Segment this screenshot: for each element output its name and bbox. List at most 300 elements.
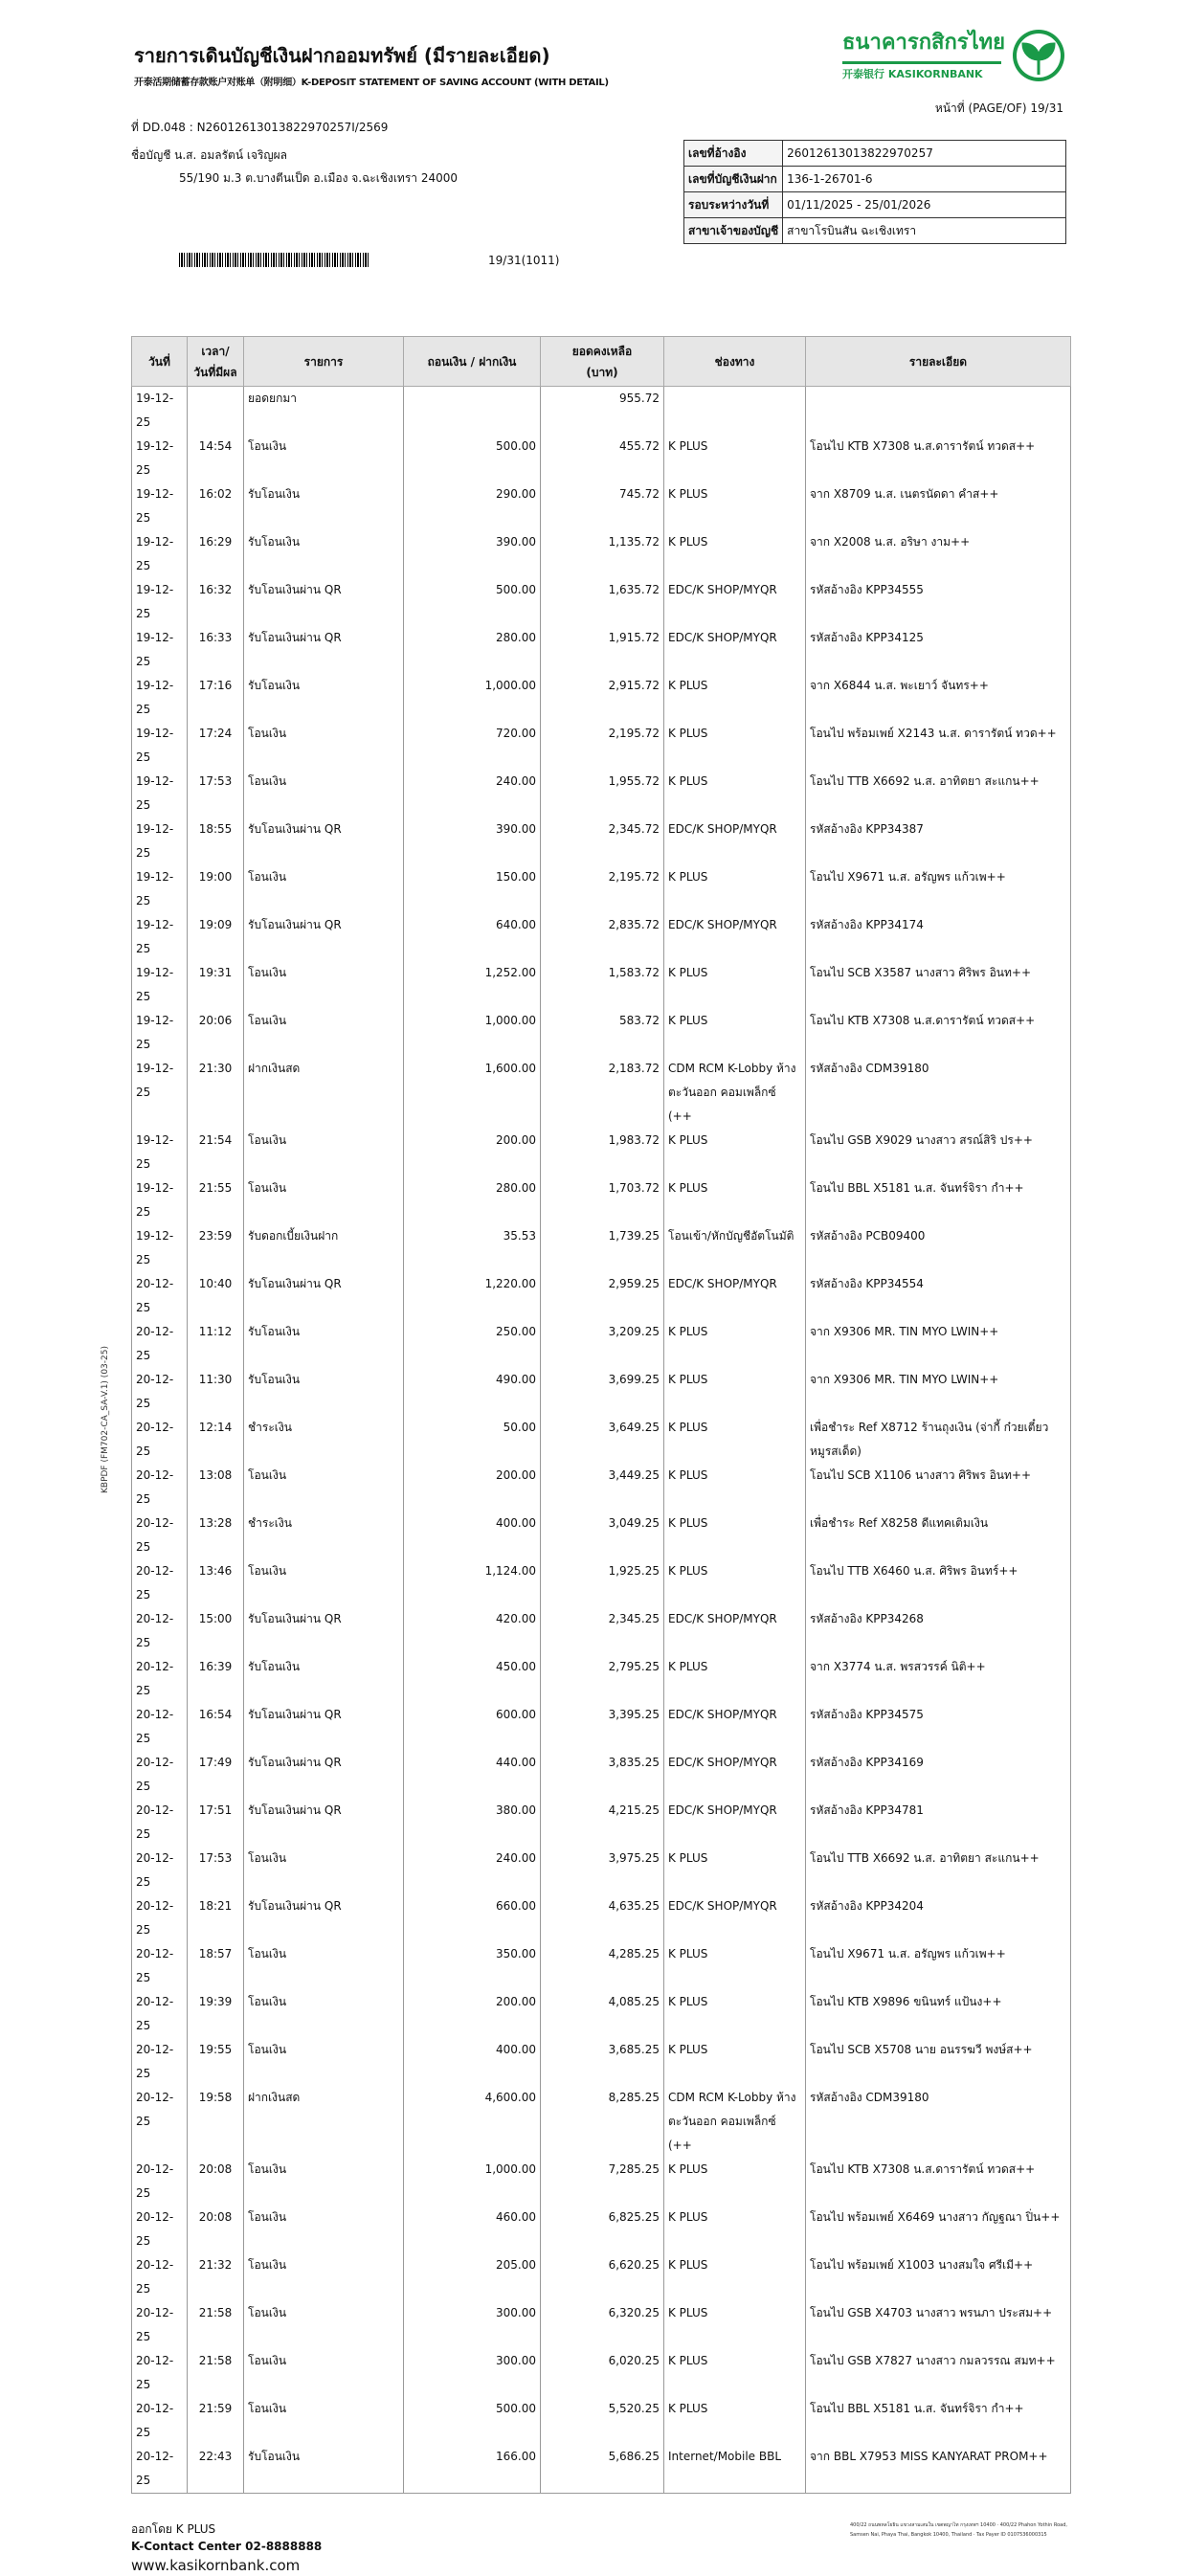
cell-details: โอนไป SCB X5708 นาย อนรรฆวี พงษ์ส++ [806, 2038, 1071, 2086]
cell-time: 19:55 [188, 2038, 244, 2086]
cell-balance: 1,135.72 [541, 530, 664, 578]
table-row [132, 1057, 1071, 1129]
cell-details: โอนไป BBL X5181 น.ส. จันทร์จิรา กำ++ [806, 2397, 1071, 2445]
cell-description: ชำระเงิน [244, 1416, 404, 1464]
cell-amount: 300.00 [404, 2301, 541, 2349]
cell-details: รหัสอ้างอิง CDM39180 [806, 2086, 1071, 2158]
cell-details: โอนไป TTB X6692 น.ส. อาทิตยา สะแกน++ [806, 770, 1071, 818]
cell-details: โอนไป TTB X6460 น.ส. ศิริพร อินทร์++ [806, 1559, 1071, 1607]
cell-amount [404, 387, 541, 436]
info-value: สาขาโรบินสัน ฉะเชิงเทรา [783, 218, 1066, 244]
cell-details: รหัสอ้างอิง KPP34204 [806, 1894, 1071, 1942]
cell-amount: 280.00 [404, 1176, 541, 1224]
cell-description: รับโอนเงิน [244, 1655, 404, 1703]
cell-channel: K PLUS [664, 1655, 806, 1703]
info-value: 136-1-26701-6 [783, 167, 1066, 192]
cell-amount: 35.53 [404, 1224, 541, 1272]
cell-channel: K PLUS [664, 1009, 806, 1057]
cell-time: 19:39 [188, 1990, 244, 2038]
bank-address-fine-print: 400/22 ถนนพหลโยธิน แขวงสามเสนใน เขตพญาไท กรุงเทพฯ 10400 · 400/22 Phahon Yothin Road, Samsen Nai, Phaya Thai, Bangkok 10400, Thailand · Tax Payer ID 0107536000315 [850, 2522, 1067, 2538]
cell-time: 10:40 [188, 1272, 244, 1320]
cell-date: 20-12-25 [132, 2158, 188, 2206]
cell-amount: 200.00 [404, 1990, 541, 2038]
cell-details: รหัสอ้างอิง KPP34169 [806, 1751, 1071, 1799]
cell-balance: 1,739.25 [541, 1224, 664, 1272]
cell-channel: EDC/K SHOP/MYQR [664, 1751, 806, 1799]
cell-balance: 2,195.72 [541, 865, 664, 913]
cell-balance: 2,183.72 [541, 1057, 664, 1129]
column-header-time: เวลา/ วันที่มีผล [188, 337, 244, 387]
cell-amount: 450.00 [404, 1655, 541, 1703]
cell-description: รับโอนเงินผ่าน QR [244, 1751, 404, 1799]
cell-time: 20:06 [188, 1009, 244, 1057]
cell-description: โอนเงิน [244, 2301, 404, 2349]
cell-time: 20:08 [188, 2158, 244, 2206]
column-header-description: รายการ [244, 337, 404, 387]
cell-details: จาก X9306 MR. TIN MYO LWIN++ [806, 1320, 1071, 1368]
table-row [132, 1009, 1071, 1057]
footer [131, 2520, 1070, 2576]
cell-balance: 1,583.72 [541, 961, 664, 1009]
cell-details: โอนไป KTB X7308 น.ส.ดารารัตน์ ทวดส++ [806, 1009, 1071, 1057]
cell-description: โอนเงิน [244, 2206, 404, 2253]
cell-details: จาก X8709 น.ส. เนตรนัดดา คำส++ [806, 482, 1071, 530]
cell-details: โอนไป KTB X7308 น.ส.ดารารัตน์ ทวดส++ [806, 2158, 1071, 2206]
logo-text-en: 开泰银行 KASIKORNBANK [842, 68, 983, 80]
table-row [132, 865, 1071, 913]
cell-time: 16:02 [188, 482, 244, 530]
cell-amount: 240.00 [404, 1847, 541, 1894]
table-row [132, 1272, 1071, 1320]
cell-date: 19-12-25 [132, 674, 188, 722]
cell-amount: 490.00 [404, 1368, 541, 1416]
cell-time: 17:53 [188, 1847, 244, 1894]
table-row [132, 1751, 1071, 1799]
table-row [132, 626, 1071, 674]
cell-details: เพื่อชำระ Ref X8712 ร้านถุงเงิน (จ่ากี้ ก๋วยเตี๋ยว หมูรสเด็ด) [806, 1416, 1071, 1464]
cell-date: 20-12-25 [132, 1464, 188, 1512]
kasikorn-leaf-icon [1010, 27, 1067, 84]
table-row [132, 1894, 1071, 1942]
cell-amount: 1,000.00 [404, 2158, 541, 2206]
cell-description: โอนเงิน [244, 1990, 404, 2038]
cell-balance: 6,825.25 [541, 2206, 664, 2253]
cell-amount: 720.00 [404, 722, 541, 770]
table-row [132, 2397, 1071, 2445]
cell-balance: 3,975.25 [541, 1847, 664, 1894]
info-row [684, 218, 1066, 244]
cell-date: 20-12-25 [132, 1607, 188, 1655]
cell-balance: 1,925.25 [541, 1559, 664, 1607]
cell-date: 20-12-25 [132, 1512, 188, 1559]
cell-time: 18:55 [188, 818, 244, 865]
table-row [132, 2301, 1071, 2349]
table-row [132, 1990, 1071, 2038]
cell-channel: CDM RCM K-Lobby ห้าง ตะวันออก คอมเพล็กซ์ (++ [664, 2086, 806, 2158]
cell-description: รับดอกเบี้ยเงินฝาก [244, 1224, 404, 1272]
cell-balance: 2,345.72 [541, 818, 664, 865]
cell-amount: 1,124.00 [404, 1559, 541, 1607]
table-row [132, 435, 1071, 482]
cell-time: 21:30 [188, 1057, 244, 1129]
table-row [132, 674, 1071, 722]
cell-channel: K PLUS [664, 2253, 806, 2301]
cell-amount: 420.00 [404, 1607, 541, 1655]
cell-date: 19-12-25 [132, 578, 188, 626]
cell-details: รหัสอ้างอิง CDM39180 [806, 1057, 1071, 1129]
cell-amount: 280.00 [404, 626, 541, 674]
cell-time: 22:43 [188, 2445, 244, 2494]
cell-channel: K PLUS [664, 435, 806, 482]
cell-time: 17:16 [188, 674, 244, 722]
cell-details: โอนไป X9671 น.ส. อรัญพร แก้วเพ++ [806, 1942, 1071, 1990]
cell-details: รหัสอ้างอิง PCB09400 [806, 1224, 1071, 1272]
cell-details: โอนไป พร้อมเพย์ X1003 นางสมใจ ศรีเมี++ [806, 2253, 1071, 2301]
cell-balance: 1,983.72 [541, 1129, 664, 1176]
logo-text-th: ธนาคารกสิกรไทย [842, 31, 1006, 55]
cell-description: โอนเงิน [244, 2397, 404, 2445]
cell-date: 19-12-25 [132, 1224, 188, 1272]
cell-amount: 390.00 [404, 818, 541, 865]
table-row [132, 1176, 1071, 1224]
cell-description: โอนเงิน [244, 961, 404, 1009]
cell-time: 21:59 [188, 2397, 244, 2445]
cell-amount: 200.00 [404, 1129, 541, 1176]
cell-channel: K PLUS [664, 865, 806, 913]
cell-date: 20-12-25 [132, 1942, 188, 1990]
cell-time: 16:39 [188, 1655, 244, 1703]
cell-balance: 3,699.25 [541, 1368, 664, 1416]
cell-details: โอนไป GSB X9029 นางสาว สรณ์สิริ ปร++ [806, 1129, 1071, 1176]
cell-description: รับโอนเงินผ่าน QR [244, 626, 404, 674]
cell-balance: 2,835.72 [541, 913, 664, 961]
cell-time: 19:58 [188, 2086, 244, 2158]
table-row [132, 2038, 1071, 2086]
cell-amount: 500.00 [404, 578, 541, 626]
cell-channel: K PLUS [664, 482, 806, 530]
table-row [132, 482, 1071, 530]
cell-balance: 8,285.25 [541, 2086, 664, 2158]
cell-details: โอนไป พร้อมเพย์ X6469 นางสาว กัญฐณา ปิ่น++ [806, 2206, 1071, 2253]
info-value: 26012613013822970257 [783, 141, 1066, 167]
cell-channel: K PLUS [664, 1129, 806, 1176]
cell-balance: 7,285.25 [541, 2158, 664, 2206]
cell-channel: K PLUS [664, 2397, 806, 2445]
table-row [132, 387, 1071, 436]
cell-details: รหัสอ้างอิง KPP34125 [806, 626, 1071, 674]
cell-amount: 640.00 [404, 913, 541, 961]
info-row [684, 141, 1066, 167]
cell-details: รหัสอ้างอิง KPP34174 [806, 913, 1071, 961]
cell-description: โอนเงิน [244, 722, 404, 770]
cell-channel: EDC/K SHOP/MYQR [664, 578, 806, 626]
cell-description: ฝากเงินสด [244, 1057, 404, 1129]
cell-amount: 440.00 [404, 1751, 541, 1799]
cell-balance: 4,215.25 [541, 1799, 664, 1847]
cell-channel: K PLUS [664, 1320, 806, 1368]
cell-details: โอนไป BBL X5181 น.ส. จันทร์จิรา กำ++ [806, 1176, 1071, 1224]
cell-description: โอนเงิน [244, 1129, 404, 1176]
cell-balance: 3,049.25 [541, 1512, 664, 1559]
cell-balance: 1,635.72 [541, 578, 664, 626]
cell-description: โอนเงิน [244, 770, 404, 818]
cell-balance: 1,955.72 [541, 770, 664, 818]
table-row [132, 722, 1071, 770]
cell-time: 11:30 [188, 1368, 244, 1416]
cell-description: รับโอนเงินผ่าน QR [244, 578, 404, 626]
cell-date: 19-12-25 [132, 865, 188, 913]
cell-description: โอนเงิน [244, 1559, 404, 1607]
website-link[interactable]: www.kasikornbank.com [131, 2557, 301, 2574]
cell-details: รหัสอ้างอิง KPP34387 [806, 818, 1071, 865]
cell-time: 21:32 [188, 2253, 244, 2301]
cell-details: โอนไป SCB X1106 นางสาว ศิริพร อินท++ [806, 1464, 1071, 1512]
cell-balance: 5,520.25 [541, 2397, 664, 2445]
table-row [132, 530, 1071, 578]
table-row [132, 1799, 1071, 1847]
cell-details: จาก X6844 น.ส. พะเยาว์ จันทร++ [806, 674, 1071, 722]
cell-date: 19-12-25 [132, 1129, 188, 1176]
cell-amount: 380.00 [404, 1799, 541, 1847]
cell-time: 21:58 [188, 2349, 244, 2397]
table-row [132, 2158, 1071, 2206]
cell-details: จาก X3774 น.ส. พรสวรรค์ นิติ++ [806, 1655, 1071, 1703]
cell-time: 16:32 [188, 578, 244, 626]
cell-time: 23:59 [188, 1224, 244, 1272]
account-address: 55/190 ม.3 ต.บางตีนเป็ด อ.เมือง จ.ฉะเชิงเทรา 24000 [179, 171, 459, 185]
cell-date: 20-12-25 [132, 1847, 188, 1894]
cell-amount: 390.00 [404, 530, 541, 578]
cell-description: โอนเงิน [244, 2038, 404, 2086]
cell-date: 20-12-25 [132, 1751, 188, 1799]
cell-date: 20-12-25 [132, 1559, 188, 1607]
cell-details: โอนไป พร้อมเพย์ X2143 น.ส. ดารารัตน์ ทวด++ [806, 722, 1071, 770]
cell-balance: 4,085.25 [541, 1990, 664, 2038]
cell-date: 20-12-25 [132, 2253, 188, 2301]
table-row [132, 1559, 1071, 1607]
cell-amount: 200.00 [404, 1464, 541, 1512]
cell-time: 16:29 [188, 530, 244, 578]
cell-channel: EDC/K SHOP/MYQR [664, 1894, 806, 1942]
cell-channel: K PLUS [664, 530, 806, 578]
table-row [132, 1655, 1071, 1703]
cell-amount: 50.00 [404, 1416, 541, 1464]
cell-channel: K PLUS [664, 1512, 806, 1559]
footer-contact-block [131, 2520, 514, 2576]
cell-date: 20-12-25 [132, 2349, 188, 2397]
cell-details: โอนไป KTB X7308 น.ส.ดารารัตน์ ทวดส++ [806, 435, 1071, 482]
cell-balance: 3,835.25 [541, 1751, 664, 1799]
column-header-details: รายละเอียด [806, 337, 1071, 387]
table-row [132, 2253, 1071, 2301]
cell-amount: 500.00 [404, 435, 541, 482]
cell-time: 13:08 [188, 1464, 244, 1512]
cell-channel: K PLUS [664, 770, 806, 818]
cell-description: โอนเงิน [244, 865, 404, 913]
cell-balance: 2,795.25 [541, 1655, 664, 1703]
table-row [132, 818, 1071, 865]
cell-amount: 166.00 [404, 2445, 541, 2494]
table-row [132, 961, 1071, 1009]
cell-amount: 150.00 [404, 865, 541, 913]
cell-balance: 3,649.25 [541, 1416, 664, 1464]
cell-time: 19:31 [188, 961, 244, 1009]
cell-date: 20-12-25 [132, 2301, 188, 2349]
cell-details: จาก X2008 น.ส. อริษา งาม++ [806, 530, 1071, 578]
cell-channel: CDM RCM K-Lobby ห้าง ตะวันออก คอมเพล็กซ์ (++ [664, 1057, 806, 1129]
cell-date: 20-12-25 [132, 1368, 188, 1416]
cell-balance: 5,686.25 [541, 2445, 664, 2494]
cell-date: 20-12-25 [132, 2086, 188, 2158]
cell-date: 20-12-25 [132, 2038, 188, 2086]
cell-description: โอนเงิน [244, 1009, 404, 1057]
cell-description: โอนเงิน [244, 2253, 404, 2301]
cell-balance: 2,345.25 [541, 1607, 664, 1655]
cell-time: 15:00 [188, 1607, 244, 1655]
cell-channel: K PLUS [664, 2349, 806, 2397]
cell-date: 20-12-25 [132, 1272, 188, 1320]
info-row [684, 167, 1066, 192]
statement-title: รายการเดินบัญชีเงินฝากออมทรัพย์ (มีรายละเอียด) [134, 44, 550, 67]
cell-description: ชำระเงิน [244, 1512, 404, 1559]
cell-details: โอนไป GSB X7827 นางสาว กมลวรรณ สมท++ [806, 2349, 1071, 2397]
cell-balance: 745.72 [541, 482, 664, 530]
cell-description: โอนเงิน [244, 1464, 404, 1512]
cell-amount: 250.00 [404, 1320, 541, 1368]
cell-details: รหัสอ้างอิง KPP34268 [806, 1607, 1071, 1655]
account-name: ชื่อบัญชี น.ส. อมลรัตน์ เจริญผล [131, 148, 288, 162]
cell-balance: 6,320.25 [541, 2301, 664, 2349]
cell-description: รับโอนเงิน [244, 1368, 404, 1416]
cell-channel: K PLUS [664, 1990, 806, 2038]
cell-time: 21:54 [188, 1129, 244, 1176]
cell-channel: EDC/K SHOP/MYQR [664, 1272, 806, 1320]
cell-details [806, 387, 1071, 436]
transactions-table [131, 336, 1071, 2494]
cell-channel: EDC/K SHOP/MYQR [664, 626, 806, 674]
cell-channel: EDC/K SHOP/MYQR [664, 1703, 806, 1751]
cell-channel: K PLUS [664, 2038, 806, 2086]
cell-amount: 400.00 [404, 2038, 541, 2086]
cell-details: โอนไป SCB X3587 นางสาว ศิริพร อินท++ [806, 961, 1071, 1009]
cell-details: เพื่อชำระ Ref X8258 ดีแทคเติมเงิน [806, 1512, 1071, 1559]
cell-description: รับโอนเงิน [244, 530, 404, 578]
table-row [132, 1464, 1071, 1512]
cell-description: รับโอนเงินผ่าน QR [244, 1272, 404, 1320]
cell-channel: EDC/K SHOP/MYQR [664, 818, 806, 865]
cell-time: 21:58 [188, 2301, 244, 2349]
info-label: เลขที่อ้างอิง [684, 141, 783, 167]
cell-date: 20-12-25 [132, 1320, 188, 1368]
cell-time: 12:14 [188, 1416, 244, 1464]
cell-time [188, 387, 244, 436]
cell-date: 19-12-25 [132, 387, 188, 436]
cell-time: 16:54 [188, 1703, 244, 1751]
table-row [132, 2086, 1071, 2158]
info-row [684, 192, 1066, 218]
cell-description: รับโอนเงิน [244, 1320, 404, 1368]
cell-time: 18:21 [188, 1894, 244, 1942]
table-row [132, 1224, 1071, 1272]
cell-balance: 2,915.72 [541, 674, 664, 722]
table-row [132, 1320, 1071, 1368]
cell-details: รหัสอ้างอิง KPP34575 [806, 1703, 1071, 1751]
cell-channel: EDC/K SHOP/MYQR [664, 913, 806, 961]
table-row [132, 1703, 1071, 1751]
cell-balance: 2,959.25 [541, 1272, 664, 1320]
info-value: 01/11/2025 - 25/01/2026 [783, 192, 1066, 218]
cell-time: 17:49 [188, 1751, 244, 1799]
cell-amount: 4,600.00 [404, 2086, 541, 2158]
table-row [132, 1847, 1071, 1894]
info-label: เลขที่บัญชีเงินฝาก [684, 167, 783, 192]
cell-amount: 300.00 [404, 2349, 541, 2397]
cell-details: โอนไป X9671 น.ส. อรัญพร แก้วเพ++ [806, 865, 1071, 913]
cell-date: 19-12-25 [132, 435, 188, 482]
cell-description: รับโอนเงิน [244, 2445, 404, 2494]
cell-amount: 600.00 [404, 1703, 541, 1751]
cell-channel: K PLUS [664, 1176, 806, 1224]
cell-balance: 1,915.72 [541, 626, 664, 674]
table-row [132, 913, 1071, 961]
table-row [132, 1512, 1071, 1559]
info-label: สาขาเจ้าของบัญชี [684, 218, 783, 244]
cell-amount: 205.00 [404, 2253, 541, 2301]
cell-balance: 1,703.72 [541, 1176, 664, 1224]
cell-balance: 955.72 [541, 387, 664, 436]
info-label: รอบระหว่างวันที่ [684, 192, 783, 218]
cell-channel: K PLUS [664, 1416, 806, 1464]
cell-channel: K PLUS [664, 674, 806, 722]
table-row [132, 1416, 1071, 1464]
cell-channel: K PLUS [664, 1368, 806, 1416]
cell-time: 17:53 [188, 770, 244, 818]
cell-balance: 3,209.25 [541, 1320, 664, 1368]
account-info-table [683, 140, 1066, 244]
cell-date: 20-12-25 [132, 2397, 188, 2445]
cell-date: 20-12-25 [132, 1990, 188, 2038]
table-row [132, 2206, 1071, 2253]
cell-channel: K PLUS [664, 2301, 806, 2349]
cell-amount: 240.00 [404, 770, 541, 818]
cell-channel: K PLUS [664, 961, 806, 1009]
cell-time: 11:12 [188, 1320, 244, 1368]
cell-date: 20-12-25 [132, 2445, 188, 2494]
cell-channel: K PLUS [664, 1942, 806, 1990]
cell-details: โอนไป KTB X9896 ขนินทร์ แป้นง++ [806, 1990, 1071, 2038]
statement-body [131, 336, 1070, 2576]
cell-amount: 1,252.00 [404, 961, 541, 1009]
cell-date: 19-12-25 [132, 1176, 188, 1224]
cell-date: 20-12-25 [132, 1799, 188, 1847]
cell-description: รับโอนเงิน [244, 674, 404, 722]
cell-date: 20-12-25 [132, 2206, 188, 2253]
cell-channel: K PLUS [664, 722, 806, 770]
cell-time: 21:55 [188, 1176, 244, 1224]
table-row [132, 770, 1071, 818]
cell-description: รับโอนเงินผ่าน QR [244, 1703, 404, 1751]
cell-date: 20-12-25 [132, 1894, 188, 1942]
cell-amount: 1,000.00 [404, 674, 541, 722]
cell-time: 16:33 [188, 626, 244, 674]
cell-amount: 660.00 [404, 1894, 541, 1942]
cell-date: 20-12-25 [132, 1655, 188, 1703]
cell-description: รับโอนเงินผ่าน QR [244, 1799, 404, 1847]
cell-balance: 4,635.25 [541, 1894, 664, 1942]
cell-channel: EDC/K SHOP/MYQR [664, 1607, 806, 1655]
cell-time: 14:54 [188, 435, 244, 482]
document-reference: ที่ DD.048 : N2601261301382297025​7I/2569 [131, 121, 389, 134]
